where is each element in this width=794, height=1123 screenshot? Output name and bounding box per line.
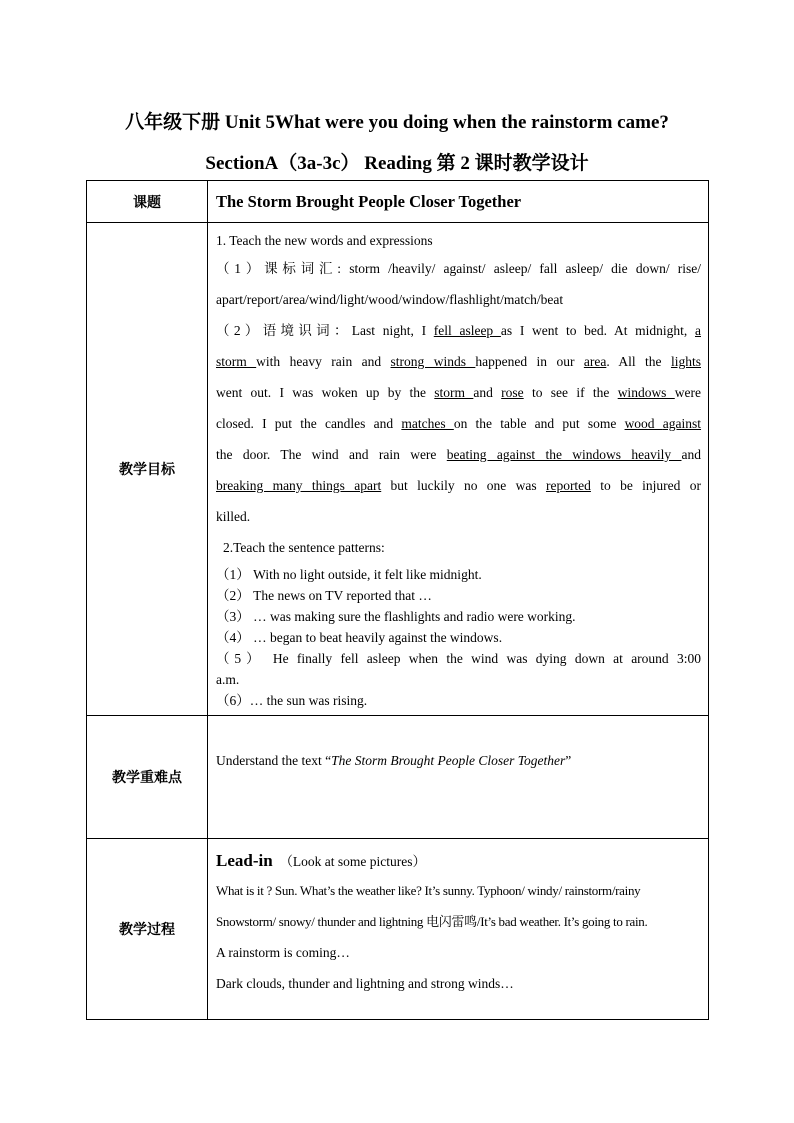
ctx-text: the door. The wind and rain were: [216, 447, 447, 462]
ctx-underlined: a: [695, 323, 701, 338]
ctx-text: closed. I put the candles and: [216, 416, 402, 431]
item1-heading: 1. Teach the new words and expressions: [216, 233, 433, 248]
topic-label: 课题: [87, 181, 208, 223]
ctx-underlined: area: [583, 354, 607, 369]
focus-label: 教学重难点: [87, 716, 208, 839]
ctx-text: and: [681, 447, 701, 462]
process-line: What is it ? Sun. What’s the weather like? It’s sunny. Typhoon/ windy/ rainstorm/rainy: [216, 883, 641, 898]
process-line: A rainstorm is coming…: [216, 945, 350, 960]
ctx-text: were: [674, 385, 701, 400]
focus-prefix: Understand the text “: [216, 753, 332, 768]
focus-text: [216, 750, 701, 772]
vocab-line-2: apart/report/area/wind/light/wood/window/flashlight/match/beat: [216, 292, 564, 307]
focus-text-title: The Storm Brought People Closer Together: [331, 753, 566, 768]
ctx-text: to see if the: [523, 385, 618, 400]
objectives-cell: [208, 223, 709, 716]
ctx-underlined: reported: [545, 478, 591, 493]
objectives-label: 教学目标: [87, 223, 208, 716]
focus-cell: [208, 716, 709, 839]
table-row-objectives: [87, 223, 709, 716]
ctx-underlined: fell asleep: [433, 323, 501, 338]
leadin-note: （Look at some pictures）: [279, 854, 427, 869]
sentence-pattern: （1） With no light outside, it felt like midnight.: [216, 567, 482, 582]
ctx-underlined: lights: [670, 354, 701, 369]
context-line-7: killed.: [216, 509, 251, 524]
focus-suffix: ”: [565, 753, 572, 768]
topic-cell: [208, 181, 709, 223]
ctx-text: on the table and put some: [453, 416, 625, 431]
ctx-underlined: wood: [624, 416, 663, 431]
ctx-underlined: windows: [617, 385, 675, 400]
lesson-title: The Storm Brought People Closer Together: [216, 192, 522, 211]
lesson-plan-table: [86, 180, 709, 1020]
vocab-line-1: （1）课标词汇: storm /heavily/ against/ asleep/ fall asleep/ die down/ rise/: [216, 261, 701, 276]
ctx-underlined: against: [662, 416, 702, 431]
ctx-text: （2）语境识词：Last night, I: [216, 323, 434, 338]
ctx-text: as I went to bed. At midnight,: [500, 323, 695, 338]
ctx-text: and: [473, 385, 502, 400]
leadin-heading: Lead-in: [216, 851, 273, 870]
ctx-underlined: strong winds: [390, 354, 476, 369]
ctx-underlined: storm: [216, 354, 257, 369]
leadin-heading-line: [216, 848, 701, 875]
process-label: 教学过程: [87, 839, 208, 1020]
context-line-1: [216, 315, 701, 346]
document-title-line1: 八年级下册 Unit 5What were you doing when the rainstorm came?: [125, 112, 669, 133]
process-line: Dark clouds, thunder and lightning and strong winds…: [216, 976, 514, 991]
table-row-topic: [87, 181, 709, 223]
ctx-text: with heavy rain and: [256, 354, 391, 369]
sentence-pattern: （6）… the sun was rising.: [216, 693, 368, 708]
context-line-3: [216, 377, 701, 408]
ctx-underlined: matches: [401, 416, 454, 431]
sentence-pattern: （5） He finally fell asleep when the wind was dying down at around 3:00: [216, 651, 701, 666]
sentence-pattern: （3） … was making sure the flashlights and radio were working.: [216, 609, 576, 624]
process-cell: [208, 839, 709, 1020]
ctx-text: to be injured or: [590, 478, 701, 493]
ctx-text: went out. I was woken up by the: [216, 385, 435, 400]
ctx-text: but luckily no one was: [381, 478, 546, 493]
document-title-line2: SectionA（3a-3c） Reading 第 2 课时教学设计: [205, 153, 589, 174]
context-line-4: [216, 408, 701, 439]
context-line-6: [216, 470, 701, 501]
ctx-underlined: rose: [501, 385, 524, 400]
context-line-2: [216, 346, 701, 377]
sentence-pattern: （4） … began to beat heavily against the windows.: [216, 630, 503, 645]
ctx-underlined: breaking many things apart: [216, 478, 382, 493]
ctx-text: happened in our: [475, 354, 584, 369]
sentence-pattern: （2） The news on TV reported that …: [216, 588, 432, 603]
sentence-pattern-continued: a.m.: [216, 672, 240, 687]
ctx-underlined: beating against the windows heavily: [446, 447, 682, 462]
table-row-focus: [87, 716, 709, 839]
ctx-text: . All the: [606, 354, 671, 369]
item2-heading: 2.Teach the sentence patterns:: [223, 540, 385, 555]
table-row-process: [87, 839, 709, 1020]
process-line: Snowstorm/ snowy/ thunder and lightning 电闪雷鸣/It’s bad weather. It’s going to rain.: [216, 914, 648, 929]
context-line-5: [216, 439, 701, 470]
ctx-underlined: storm: [434, 385, 474, 400]
